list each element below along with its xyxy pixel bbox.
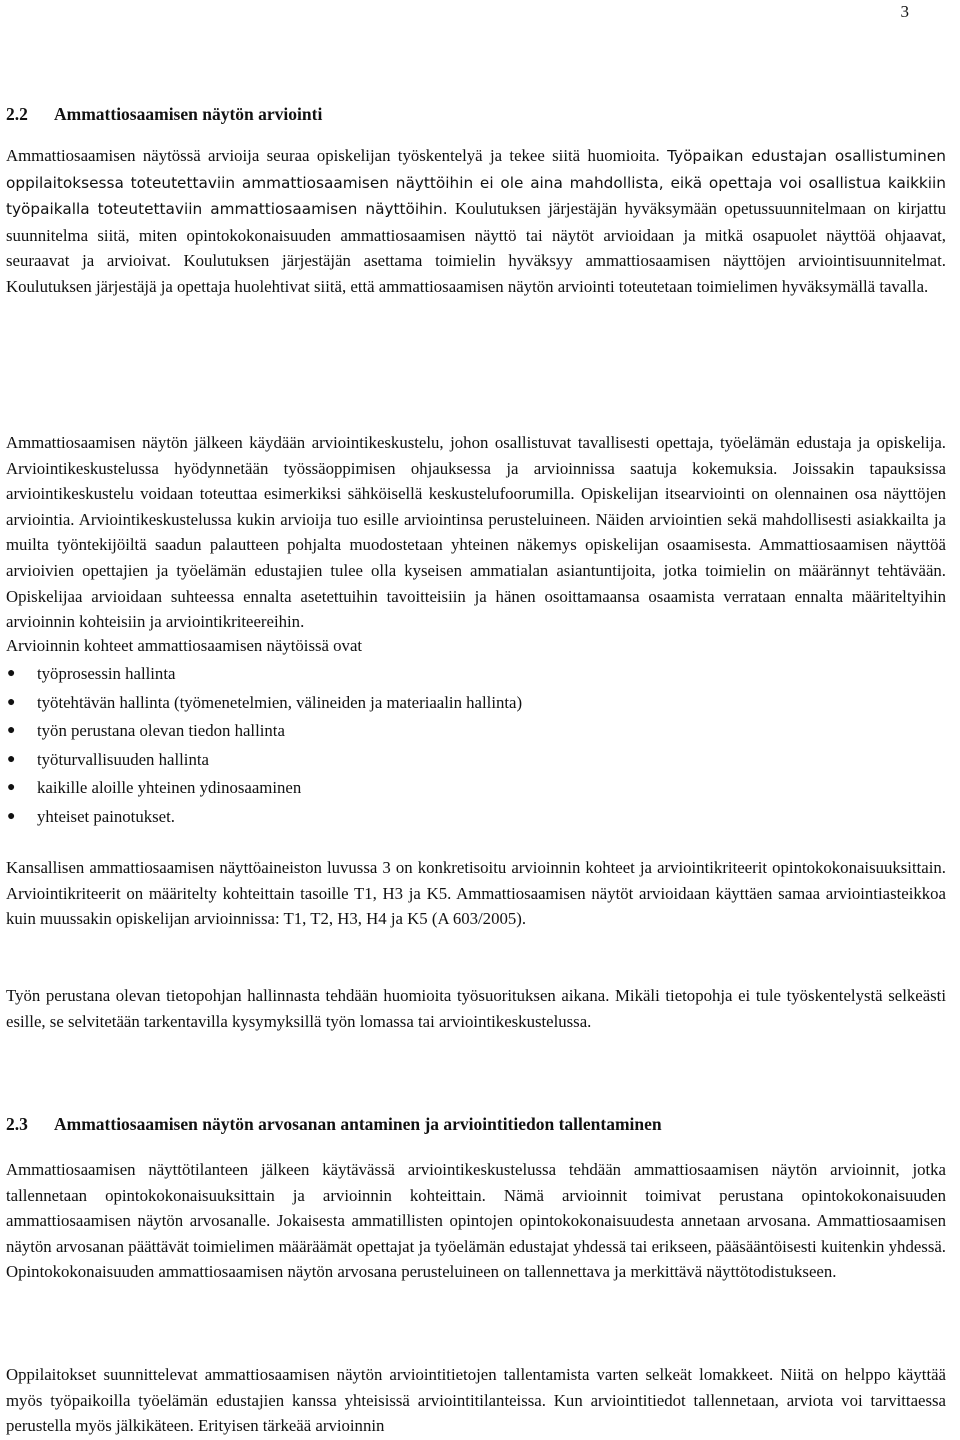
bullet-list [6,660,946,831]
list-item-text: yhteiset painotukset. [37,806,175,826]
list-intro-text: Arvioinnin kohteet ammattiosaamisen näytöissä ovat [6,636,363,655]
list-item-text: työn perustana olevan tiedon hallinta [37,721,285,740]
list-item-text: työtehtävän hallinta (työmenetelmien, välineiden ja materiaalin hallinta) [37,692,523,712]
bullet-icon: ● [7,723,16,738]
bullet-icon: ● [7,751,16,767]
paragraph-text: Oppilaitokset suunnittelevat ammattiosaamisen näytön arviointitietojen tallentamista varten selkeät lomakkeet. Niitä on helppo käyttää myös työpaikoilla työelämän edustajien kanssa yhteisissä arviointitilanteissa. Kun arviointitiedot tallennetaan, arviota voi tarvittaessa perustella myös jälkikäteen. Erityisen tärkeää arvioinnin [6,1365,946,1436]
bullet-icon: ● [7,694,16,710]
bullet-icon: ● [7,666,16,681]
bullet-icon: ● [7,780,16,795]
list-item [6,774,946,803]
paragraph-sentence: Koulutuksen järjestäjän hyväksymään opetussuunnitelmaan on kirjattu suunnitelma siitä, miten opintokokonaisuuden ammattiosaamisen näyttö tai näytöt arvioidaan ja mitkä osapuolet näyttöä ohjaavat, seuraavat ja arvioivat. Koulutuksen järjestäjän asettama toimielin hyväksyy ammattiosaamisen näyttöjen arviointisuunnitelmat. Koulutuksen järjestäjä ja opettaja huolehtivat siitä, että ammattiosaamisen näytön arviointi toteutetaan toimielimen hyväksymällä tavalla. [6,199,947,296]
paragraph-text: Työn perustana olevan tietopohjan hallinnasta tehdään huomioita työsuorituksen aikana. Mikäli tietopohja ei tule työskentelystä selkeästi esille, se selvitetään tarkentavilla kysymyksillä työn lomassa tai arviointikeskustelussa. [6,986,946,1031]
paragraph-text: Ammattiosaamisen näytön jälkeen käydään arviointikeskustelu, johon osallistuvat tavallisesti opettaja, työelämän edustaja ja opiskelija. Arviointikeskustelussa hyödynnetään työssäoppimisen ohjauksessa ja arvioinnissa saatuja kokemuksia. Joissakin tapauksissa arviointikeskustelu voidaan toteuttaa esimerkiksi sähköisellä keskustelufoorumilla. Opiskelijan itsearviointi on olennainen osa näyttöjen arviointia. Arviointikeskustelussa kukin arvioija tuo esille arviointinsa perusteluineen. Näiden arviointien sekä mahdollisesti asiakkailta ja muilta työntekijöiltä saadun palautteen pohjalta muodostetaan yhteinen näkemys opiskelijan osaamisesta. Ammattiosaamisen näyttöä arvioivien opettajien ja työelämän edustajien tulee olla kyseisen ammatialan asiantuntijoita, jotka toimielin on määrännyt tehtävään. Opiskelijaa arvioidaan suhteessa ennalta asetettuihin tavoitteisiin ja hänen osoittamaansa osaamista verrataan ennalta määriteltyihin arvioinnin kohteisiin ja arviointikriteereihin. [6,433,946,632]
page-number: 3 [900,2,909,21]
section-title: Ammattiosaamisen näytön arviointi [54,104,323,124]
list-item-text: työprosessin hallinta [37,664,176,683]
bullet-icon: ● [7,808,16,824]
paragraph-text: Kansallisen ammattiosaamisen näyttöaineiston luvussa 3 on konkretisoitu arvioinnin kohteet ja arviointikriteerit opintokokonaisuuksittain. Arviointikriteerit on määritelty kohteittain tasoille T1, H3 ja K5. Ammattiosaamisen näytöt arvioidaan käyttäen samaa arviointiasteikkoa kuin muussakin opiskelijan arvioinnissa: T1, T2, H3, H4 ja K5 (A 603/2005). [6,858,946,929]
paragraph-sentence-sans: Työpaikan edustajan osallistuminen oppilaitoksessa toteutettaviin ammattiosaamisen näyttöihin ei ole aina mahdollista, eikä opettaja voi osallistua kaikkiin työpaikalla toteutettaviin ammattiosaamisen näyttöihin. [6,147,946,219]
list-item-text: kaikille aloille yhteinen ydinosaaminen [37,778,302,797]
section-heading-2-3 [6,1113,662,1135]
section-number: 2.3 [6,1114,28,1134]
paragraph-sentence: Ammattiosaamisen näytössä arvioija seuraa opiskelijan työskentelyä ja tekee siitä huomioita. [6,146,660,165]
paragraph-knowledge-base [6,983,946,1034]
paragraph-grading [6,1157,946,1285]
list-intro [6,633,946,659]
paragraph-assessment-discussion [6,430,946,635]
list-item-text: työturvallisuuden hallinta [37,749,209,769]
list-item [6,746,946,775]
section-title: Ammattiosaamisen näytön arvosanan antaminen ja arviointitiedon tallentaminen [54,1114,662,1134]
list-item [6,689,946,718]
paragraph-national-criteria [6,855,946,932]
list-item [6,803,946,832]
paragraph-text: Ammattiosaamisen näyttötilanteen jälkeen käytävässä arviointikeskustelussa tehdään ammattiosaamisen näytön arvioinnit, jotka tallennetaan opintokokonaisuuksittain ja arvioinnin kohteittain. Nämä arvioinnit toimivat perustana opintokokonaisuuden ammattiosaamisen näytön arvosanalle. Jokaisesta ammatillisten opintojen opintokokonaisuudesta annetaan arvosana. Ammattiosaamisen näytön arvosanan päättävät toimielimen määräämät opettajat ja työelämän edustajat yhdessä tai erikseen, pääsääntöisesti kuitenkin yhdessä. Opintokokonaisuuden ammattiosaamisen näytön arvosana perusteluineen on tallennettava ja merkittävä näyttötodistukseen. [6,1160,946,1282]
paragraph-recording [6,1362,946,1439]
list-item [6,717,946,746]
section-heading-2-2 [6,103,322,125]
assessment-targets-list [6,660,946,831]
list-item [6,660,946,689]
paragraph-text [6,143,946,300]
section-number: 2.2 [6,104,28,124]
paragraph-assessor-observation [6,143,946,300]
